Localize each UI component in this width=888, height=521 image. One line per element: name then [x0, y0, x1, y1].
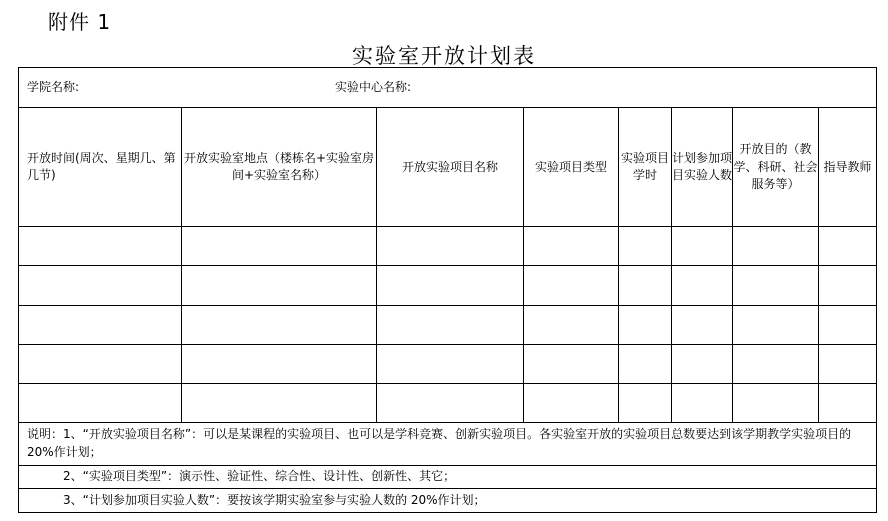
table-cell[interactable]	[182, 344, 377, 383]
table-cell[interactable]	[19, 383, 182, 422]
note-row	[19, 488, 877, 512]
attachment-label: 附件 1	[48, 10, 112, 34]
table-cell[interactable]	[672, 383, 733, 422]
column-header: 实验项目类型	[524, 108, 619, 227]
table-cell[interactable]	[672, 266, 733, 305]
table-cell[interactable]	[619, 266, 672, 305]
table-cell[interactable]	[733, 227, 819, 266]
table-cell[interactable]	[182, 266, 377, 305]
table-cell[interactable]	[672, 227, 733, 266]
center-name-label: 实验中心名称:	[335, 79, 412, 94]
table-cell[interactable]	[377, 383, 524, 422]
table-cell[interactable]	[819, 344, 877, 383]
table-cell[interactable]	[182, 305, 377, 344]
column-header: 指导教师	[819, 108, 877, 227]
open-plan-table	[18, 67, 877, 513]
table-cell[interactable]	[733, 344, 819, 383]
table-cell[interactable]	[819, 305, 877, 344]
table-cell[interactable]	[619, 383, 672, 422]
table-cell[interactable]	[524, 344, 619, 383]
table-cell[interactable]	[182, 383, 377, 422]
note-text: 2、“实验项目类型”：演示性、验证性、综合性、设计性、创新性、其它；	[19, 465, 877, 488]
table-cell[interactable]	[377, 305, 524, 344]
table-cell[interactable]	[819, 383, 877, 422]
table-cell[interactable]	[524, 266, 619, 305]
table-row	[19, 266, 877, 305]
table-row	[19, 305, 877, 344]
table-cell[interactable]	[19, 305, 182, 344]
header-info-row	[19, 68, 877, 108]
table-cell[interactable]	[819, 227, 877, 266]
column-header: 开放实验室地点（楼栋名+实验室房间+实验室名称）	[182, 108, 377, 227]
table-cell[interactable]	[819, 266, 877, 305]
table-cell[interactable]	[619, 344, 672, 383]
column-header: 计划参加项目实验人数	[672, 108, 733, 227]
note-text: 3、“计划参加项目实验人数”：要按该学期实验室参与实验人数的 20%作计划；	[19, 488, 877, 512]
table-cell[interactable]	[619, 227, 672, 266]
page-title: 实验室开放计划表	[352, 44, 536, 68]
table-cell[interactable]	[377, 227, 524, 266]
note-row	[19, 465, 877, 488]
column-header-row	[19, 108, 877, 227]
table-cell[interactable]	[19, 227, 182, 266]
table-cell[interactable]	[619, 305, 672, 344]
table-cell[interactable]	[733, 383, 819, 422]
table-cell[interactable]	[672, 305, 733, 344]
column-header: 实验项目学时	[619, 108, 672, 227]
note-row	[19, 422, 877, 465]
table-cell[interactable]	[19, 344, 182, 383]
table-cell[interactable]	[524, 227, 619, 266]
table-cell[interactable]	[733, 266, 819, 305]
college-name-label: 学院名称:	[27, 79, 80, 94]
table-cell[interactable]	[672, 344, 733, 383]
table-cell[interactable]	[19, 266, 182, 305]
table-cell[interactable]	[524, 383, 619, 422]
table-cell[interactable]	[733, 305, 819, 344]
table-row	[19, 383, 877, 422]
table-row	[19, 344, 877, 383]
table-cell[interactable]	[377, 266, 524, 305]
table-row	[19, 227, 877, 266]
table-cell[interactable]	[377, 344, 524, 383]
column-header: 开放目的（教学、科研、社会服务等）	[733, 108, 819, 227]
column-header: 开放实验项目名称	[377, 108, 524, 227]
note-text: 说明：1、“开放实验项目名称”：可以是某课程的实验项目、也可以是学科竞赛、创新实验项目。各实验室开放的实验项目总数要达到该学期教学实验项目的 20%作计划；	[19, 422, 877, 465]
header-info-cell	[19, 68, 877, 108]
table-cell[interactable]	[524, 305, 619, 344]
column-header: 开放时间(周次、星期几、第几节)	[19, 108, 182, 227]
table-cell[interactable]	[182, 227, 377, 266]
